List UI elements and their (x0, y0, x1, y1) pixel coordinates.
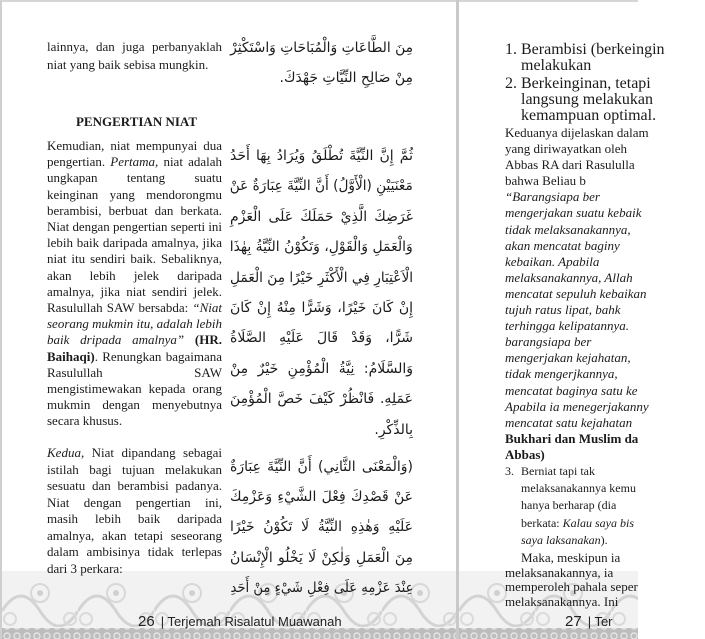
text-line (47, 349, 222, 365)
text-segment: . Renungkan bagaimana (94, 348, 222, 364)
text-segment: dalam ambisinya tidak terlepas (47, 544, 222, 559)
italic-text: terhingga kelipatannya. (505, 318, 629, 334)
text-line (47, 495, 222, 512)
list-item-2 (505, 76, 680, 124)
text-line: Berambisi (berkeingin (521, 41, 665, 58)
text-line (47, 381, 222, 397)
text-line (47, 528, 222, 545)
list-item-1 (505, 42, 680, 74)
text-line (505, 366, 705, 382)
text-line (47, 316, 222, 332)
text-line (521, 480, 680, 497)
text-segment: ungkapan tentang suatu (47, 170, 222, 186)
text-segment: melaksanakannya, ia (505, 564, 614, 580)
text-line (47, 478, 222, 495)
arabic-line: إِنْ كَانَ خَيْرًا، وَشَرًّا مِنْهُ إِنْ كَانَ (230, 300, 413, 317)
text-line: langsung melakukan (521, 91, 653, 108)
arabic-line: مَعْنَيَيْنِ (الْأَوَّلُ) أَنَّ النِّيَّةَ عِبَارَةٌ عَنْ (229, 178, 413, 195)
text-segment: masih lebih baik daripada (47, 511, 222, 526)
text-segment: Keduanya dijelaskan dalam (505, 125, 649, 140)
paragraph-kedua (47, 445, 222, 577)
italic-text: tidak melaksanakannya, (505, 221, 631, 237)
text-line (505, 580, 705, 595)
text-line (505, 302, 705, 318)
text-segment: melaksanakannya. Ini (505, 593, 619, 609)
bold-text: Baihaqi) (47, 348, 95, 364)
bold-text: (HR. (184, 332, 222, 348)
text-segment: pengertian. (47, 154, 111, 170)
text-segment: Rasulullah SAW bersabda: (47, 300, 193, 316)
text-segment: yang diriwayatkan oleh (505, 141, 628, 157)
text-segment: berambisi, berbuat dan berkata. (47, 202, 222, 218)
list-item-text (521, 76, 680, 124)
italic-text: mencatat sepuluh kebaikan (505, 285, 647, 301)
arabic-line: وَالْعَمَلِ وَالْقَوْلِ، وَتَكُوْنُ النِّيَّةُ بِهٰذَا (229, 239, 413, 256)
text-line: Berkeinginan, tetapi (521, 75, 651, 92)
text-segment: bahwa Beliau b (505, 173, 586, 189)
text-line (47, 544, 222, 561)
text-line (505, 286, 705, 302)
arabic-line: الْاَعْتِبَارِ فِي الْأَكْثَرِ خَيْرًا مِنَ الْعَمَلِ (229, 269, 413, 286)
arabic-line: عَلَيْهِ وَهٰذِهِ النِّيَّةُ لَا تَكُوْنُ خَيْرًا (230, 519, 413, 536)
text-line (47, 219, 222, 235)
italic-text: “Niat (192, 300, 222, 316)
paragraph-pertama (47, 138, 222, 430)
text-line (505, 447, 705, 463)
text-segment: Berniat tapi tak (521, 464, 595, 478)
book-title: | Terjemah Risalatul Muawanah (160, 614, 342, 629)
text-line (47, 268, 222, 284)
italic-text: mencatat baginya satu ke (505, 382, 638, 398)
page-number: 27 (565, 613, 582, 630)
text-line (505, 205, 705, 221)
list-number: 2. (505, 75, 517, 92)
intro-paragraph (47, 38, 222, 74)
text-line (47, 332, 222, 348)
text-line (505, 566, 705, 581)
text-line (47, 413, 222, 429)
text-line (505, 383, 705, 399)
text-line (47, 154, 222, 170)
text-segment: lebih baik daripada amalnya, jika (47, 235, 222, 251)
text-line (47, 300, 222, 316)
text-segment: Abbas RA dari Rasululla (505, 157, 635, 173)
text-segment: melaksanakannya kemu (521, 481, 636, 496)
text-line (47, 138, 222, 154)
right-page (459, 0, 665, 639)
text-line (521, 497, 680, 514)
italic-text: Kalau saya bis (562, 515, 634, 530)
list-number: 3. (505, 464, 514, 478)
italic-text: barangsiapa ber (505, 334, 592, 350)
text-segment: Maka, meskipun ia (521, 550, 621, 565)
arabic-line: (وَالْمَعْنَى الثَّانِي) أَنَّ النِّيَّةَ عِبَارَةٌ (230, 459, 413, 475)
list-item-3 (505, 463, 680, 549)
text-segment: hanya berharap (dia (521, 498, 617, 513)
text-line: kemampuan optimal. (521, 107, 657, 124)
text-line (505, 270, 705, 286)
text-segment: Niat dengan pengertian seperti ini (47, 219, 222, 235)
arabic-text-3 (230, 452, 413, 603)
text-segment: amalnya, akan tetapi seseorang (47, 527, 222, 543)
text-line: melakukan (521, 57, 592, 74)
italic-text: saya laksanakan (521, 532, 601, 547)
italic-text: Pertama, (110, 154, 159, 170)
page-number: 26 (138, 613, 155, 630)
italic-text: Apabila ia menegerjakanny (505, 398, 649, 414)
text-segment: secara khusus. (47, 413, 123, 429)
text-line (521, 532, 680, 549)
italic-text: melaksanakannya, Allah (505, 269, 633, 285)
italic-text: Kedua, (47, 445, 85, 460)
text-line (47, 203, 222, 219)
text-segment: mukmin dengan menyebutnya (47, 397, 222, 413)
text-segment: keinginan yang mendorongmu (47, 186, 222, 202)
bold-text: Bukhari dan Muslim da (505, 430, 639, 446)
bold-text: Abbas) (505, 446, 545, 462)
arabic-line: عِنْدَ عَزْمِهِ عَلَى فِعْلِ شَيْءٍ مِنْ أَحَدِ (230, 579, 413, 596)
text-line (505, 595, 705, 610)
text-segment: dari 3 perkara: (47, 560, 123, 576)
text-line (521, 463, 680, 480)
text-line (505, 157, 705, 173)
text-segment: ). (600, 532, 608, 547)
text-line (521, 515, 680, 532)
text-segment: memperoleh pahala seper (505, 579, 638, 595)
text-segment: Rasulullah SAW (47, 364, 222, 380)
text-line (505, 222, 705, 238)
text-line: niat yang baik sebisa mungkin. (47, 57, 209, 72)
arabic-line: مِنَ الطَّاعَاتِ وَالْمُبَاحَاتِ وَاسْتَكْثِرْ (230, 40, 413, 56)
text-line (47, 462, 222, 479)
text-segment: Niat dipandang sebagai (84, 445, 222, 460)
italic-text: tidak mengerjkannya, (505, 366, 618, 382)
text-line (505, 238, 705, 254)
text-line (505, 141, 705, 157)
italic-text: mengerjakan kejahatan, (505, 350, 631, 366)
arabic-line: بِالذِّكْرِ. (374, 421, 413, 438)
text-line (505, 350, 705, 366)
arabic-line: وَالسَّلَامُ: نِيَّةُ الْمُؤْمِنِ خَيْرٌ مِنْ (230, 360, 413, 377)
text-line (47, 365, 222, 381)
section-heading: PENGERTIAN NIAT (75, 114, 197, 129)
italic-text: mengerjakan suatu kebaik (505, 205, 642, 221)
text-line (47, 397, 222, 413)
arabic-line: عَنْ قَصْدِكَ فِعْلَ الشَّيْءِ وَعَزْمِكَ (230, 489, 413, 506)
text-line (47, 445, 222, 462)
list-item-text (521, 42, 680, 74)
italic-text: tujuh ratus lipat, bahk (505, 302, 621, 318)
text-line (47, 251, 222, 267)
text-segment: amalnya, jika niat sendiri jelek. (47, 283, 222, 299)
text-segment: sesuatu dan berambisi padanya. (47, 478, 222, 493)
italic-text: seorang mukmin itu, adalah lebih (47, 316, 223, 332)
text-line (505, 318, 705, 334)
text-line (505, 415, 705, 431)
arabic-line: مِنَ الْعَمَلِ وَلٰكِنْ لَا يَخْلُو الْإِنْسَانُ (230, 549, 413, 566)
arabic-line: ثُمَّ إِنَّ النِّيَّةَ تُطْلَقُ وَيُرَادُ بِهَا أَحَدُ (230, 148, 413, 164)
arabic-text-2 (230, 141, 413, 445)
text-segment: niat adalah (158, 154, 222, 170)
text-line (47, 511, 222, 528)
text-segment: berkata: (521, 515, 563, 530)
text-line (505, 399, 705, 415)
arabic-line: عَمَلِهِ. فَانْظُرْ كَيْفَ خَصَّ الْمُؤْمِنَ (230, 391, 413, 408)
text-line (505, 431, 705, 447)
text-line (47, 170, 222, 186)
italic-text: akan mencatat baginy (505, 237, 620, 253)
text-segment: niat itu sendiri baik. Sebaliknya, (47, 251, 222, 267)
text-line (505, 551, 705, 566)
arabic-line: شَرًّا، وَقَدْ قَالَ عَلَيْهِ الصَّلَاةُ (230, 330, 413, 347)
italic-text: “Barangsiapa ber (505, 189, 600, 205)
text-line (47, 284, 222, 300)
text-segment: istilah bagi tujuan melakukan (47, 461, 222, 477)
text-line (505, 254, 705, 270)
text-line (505, 189, 705, 205)
text-segment: mengistimewakan kepada orang (47, 381, 222, 397)
book-title: | Ter (587, 614, 613, 629)
arabic-line: مِنْ صَالِحِ النِّيَّاتِ جَهْدَكَ. (279, 70, 413, 87)
text-line (505, 334, 705, 350)
text-line (47, 561, 222, 578)
arabic-line: غَرَضِكَ الَّذِيْ حَمَلَكَ عَلَى الْعَزْمِ (230, 208, 413, 225)
list-number: 1. (505, 41, 517, 58)
text-line: lainnya, dan juga perbanyaklah (47, 39, 222, 54)
text-segment: Kemudian, niat mempunyai dua (47, 138, 222, 153)
text-line (47, 235, 222, 251)
text-line (505, 173, 705, 189)
italic-text: mencatat satu kejahatan (505, 414, 633, 430)
italic-text: baik dripada amalnya” (47, 332, 185, 348)
italic-text: kebaikan. Apabila (505, 253, 600, 269)
text-line (505, 125, 705, 141)
arabic-text-1 (230, 33, 413, 94)
closing-paragraph (505, 551, 705, 609)
page-footer (138, 613, 342, 630)
text-line (47, 187, 222, 203)
page-footer (565, 613, 613, 630)
list-item-text (521, 463, 680, 549)
hadith-paragraph (505, 125, 705, 463)
text-segment: Niat dengan pengertian ini, (47, 494, 222, 510)
text-segment: akan lebih jelek daripada (47, 267, 222, 283)
